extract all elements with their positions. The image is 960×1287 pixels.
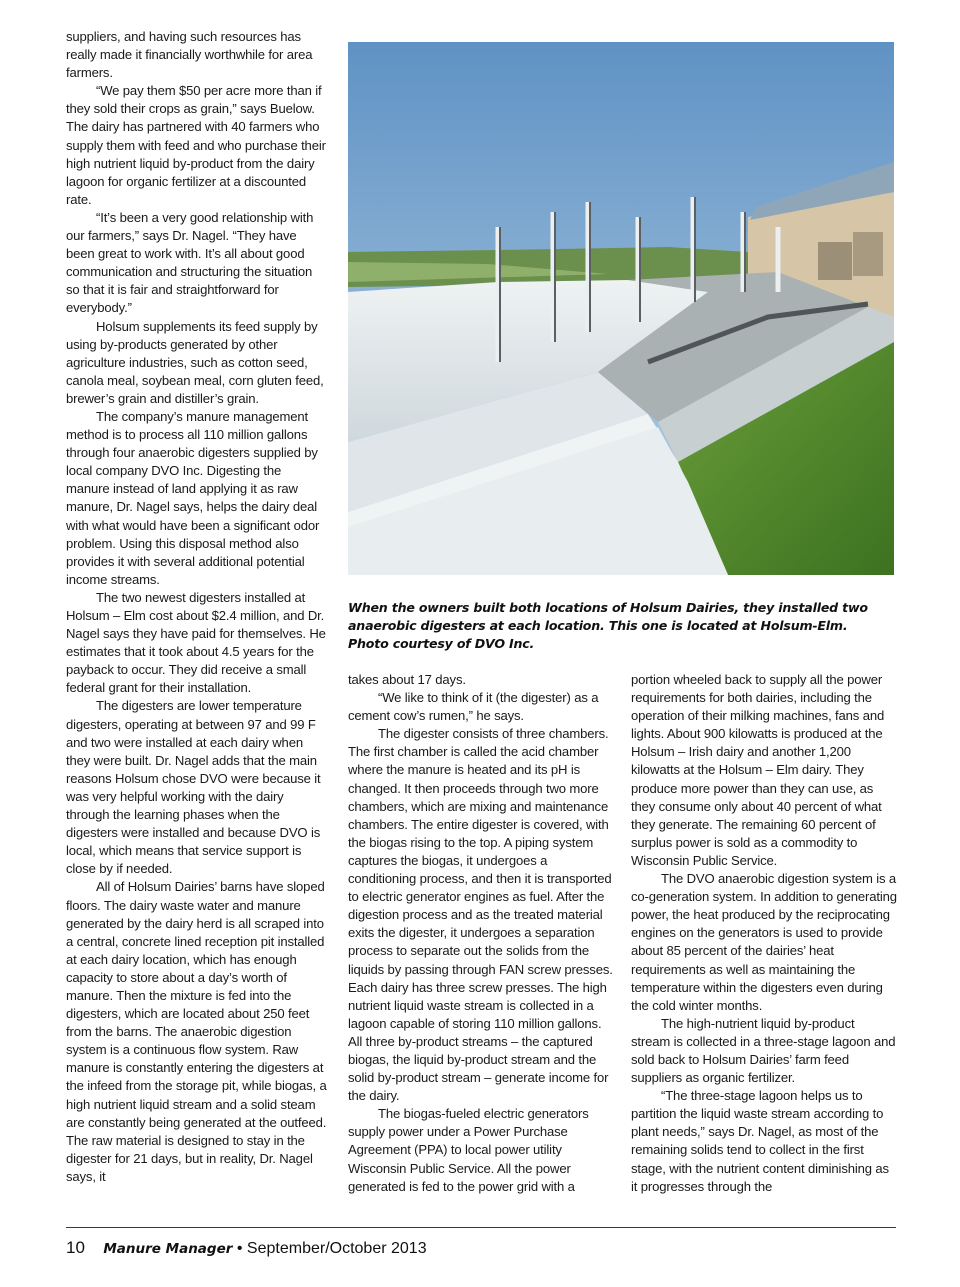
- paragraph: “We pay them $50 per acre more than if they sold their crops as grain,” says Buelow. The dairy has partnered with 40 farmers who supply them with feed and who purchase their high nutrient liquid by-product from the dairy lagoon for organic fertilizer at a discounted rate.: [66, 83, 326, 207]
- digester-photo-illustration: [348, 42, 894, 575]
- paragraph: “We like to think of it (the digester) as a cement cow’s rumen,” he says.: [348, 690, 599, 724]
- paragraph: takes about 17 days.: [348, 672, 466, 687]
- article-column-1: [66, 28, 328, 1186]
- issue-date: September/October 2013: [246, 1240, 427, 1257]
- paragraph: “The three-stage lagoon helps us to partition the liquid waste stream according to plant needs,” says Dr. Nagel, as most of the remaining solids tend to collect in the first stage, with the nutrient content diminishing as it progresses through the: [631, 1088, 889, 1194]
- page-footer: [66, 1238, 427, 1262]
- footer-divider: [66, 1227, 896, 1228]
- paragraph: Holsum supplements its feed supply by using by-products generated by other agriculture industries, such as cotton seed, canola meal, soybean meal, corn gluten feed, brewer’s grain and distiller’s grain.: [66, 318, 324, 406]
- article-column-3: [631, 671, 897, 1196]
- paragraph: The high-nutrient liquid by-product stream is collected in a three-stage lagoon and sold back to Holsum Dairies’ farm feed suppliers as organic fertilizer.: [631, 1015, 896, 1086]
- paragraph: The digesters are lower temperature digesters, operating at between 97 and 99 F and two were installed at each dairy when they were built. Dr. Nagel adds that the main reasons Holsum chose DVO were because it was very helpful working with the dairy through the learning phases when the digesters were installed and because DVO is local, which means that service support is close by if needed.: [66, 698, 321, 877]
- caption-line: anaerobic digesters at each location. This one is located at Holsum-Elm.: [348, 618, 848, 633]
- article-column-2: [348, 671, 614, 1196]
- paragraph: The company’s manure management method is to process all 110 million gallons through four anaerobic digesters supplied by local company DVO Inc. Digesting the manure instead of land applying it as raw manure, Dr. Nagel says, helps the dairy deal with what would have been a significant odor problem. Using this disposal method also provides it with several additional potential income streams.: [66, 408, 320, 587]
- paragraph: portion wheeled back to supply all the power requirements for both dairies, including the operation of their milking machines, fans and lights. About 900 kilowatts is produced at the Holsum – Irish dairy and another 1,200 kilowatts at the Holsum – Elm dairy. They produce more power than they can use, as they consume only about 40 percent of what they generate. The remaining 60 percent of surplus power is sold as a commodity to Wisconsin Public Service.: [631, 672, 885, 868]
- paragraph: The two newest digesters installed at Holsum – Elm cost about $2.4 million, and Dr. Nagel says they have paid for themselves. He estimates that it took about 4.5 years for the payback to occur. They did receive a small federal grant for their installation.: [66, 589, 326, 696]
- paragraph: The DVO anaerobic digestion system is a co-generation system. In addition to generating power, the heat produced by the reciprocating engines on the generators is used to provide about 85 percent of the dairies’ heat requirements as well as maintaining the temperature within the digesters even during the cold winter months.: [631, 871, 897, 1013]
- magazine-name: Manure Manager: [103, 1241, 233, 1257]
- photo-caption: [348, 599, 896, 653]
- paragraph: The digester consists of three chambers. The first chamber is called the acid chamber where the manure is heated and its pH is changed. It then proceeds through two more chambers, which are mixing and maintenance chambers. The entire digester is covered, with the biogas rising to the top. A piping system captures the biogas, it undergoes a conditioning process, and then it is transported to electric generator engines as fuel. After the digestion process and as the treated material exits the digester, it undergoes a separation process to separate out the solids from the liquids by passing through FAN screw presses. Each dairy has three screw presses. The high nutrient liquid waste stream is collected in a lagoon capable of storing 110 million gallons. All three by-product streams – the captured biogas, the liquid by-product stream and the solid by-product stream – generate income for the dairy.: [348, 726, 613, 1104]
- page-number: 10: [66, 1238, 85, 1257]
- paragraph: All of Holsum Dairies’ barns have sloped floors. The dairy waste water and manure generated by the dairy herd is all scraped into a central, concrete lined reception pit installed at each dairy location, which has enough capacity to store about a day’s worth of manure. Then the mixture is fed into the digesters, which are located about 250 feet from the barns. The anaerobic digestion system is a continuous flow system. Raw manure is constantly entering the digesters at the infeed from the storage pit, while biogas, a high nutrient liquid stream and a solid steam are constantly being generated at the outfeed. The raw material is designed to stay in the digester for 21 days, but in reality, Dr. Nagel says, it: [66, 879, 327, 1184]
- caption-line: When the owners built both locations of Holsum Dairies, they installed two: [348, 600, 868, 615]
- paragraph: “It’s been a very good relationship with our farmers,” says Dr. Nagel. “They have been great to work with. It’s all about good communication and structuring the situation so that it is fair and straightforward for everybody.”: [66, 209, 314, 316]
- paragraph: The biogas-fueled electric generators supply power under a Power Purchase Agreement (PPA) to local power utility Wisconsin Public Service. All the power generated is fed to the power grid with a: [348, 1106, 589, 1194]
- caption-credit: Photo courtesy of DVO Inc.: [348, 636, 535, 651]
- paragraph: suppliers, and having such resources has really made it financially worthwhile for area farmers.: [66, 29, 313, 81]
- digester-photo: [348, 42, 894, 575]
- footer-separator: •: [236, 1240, 243, 1257]
